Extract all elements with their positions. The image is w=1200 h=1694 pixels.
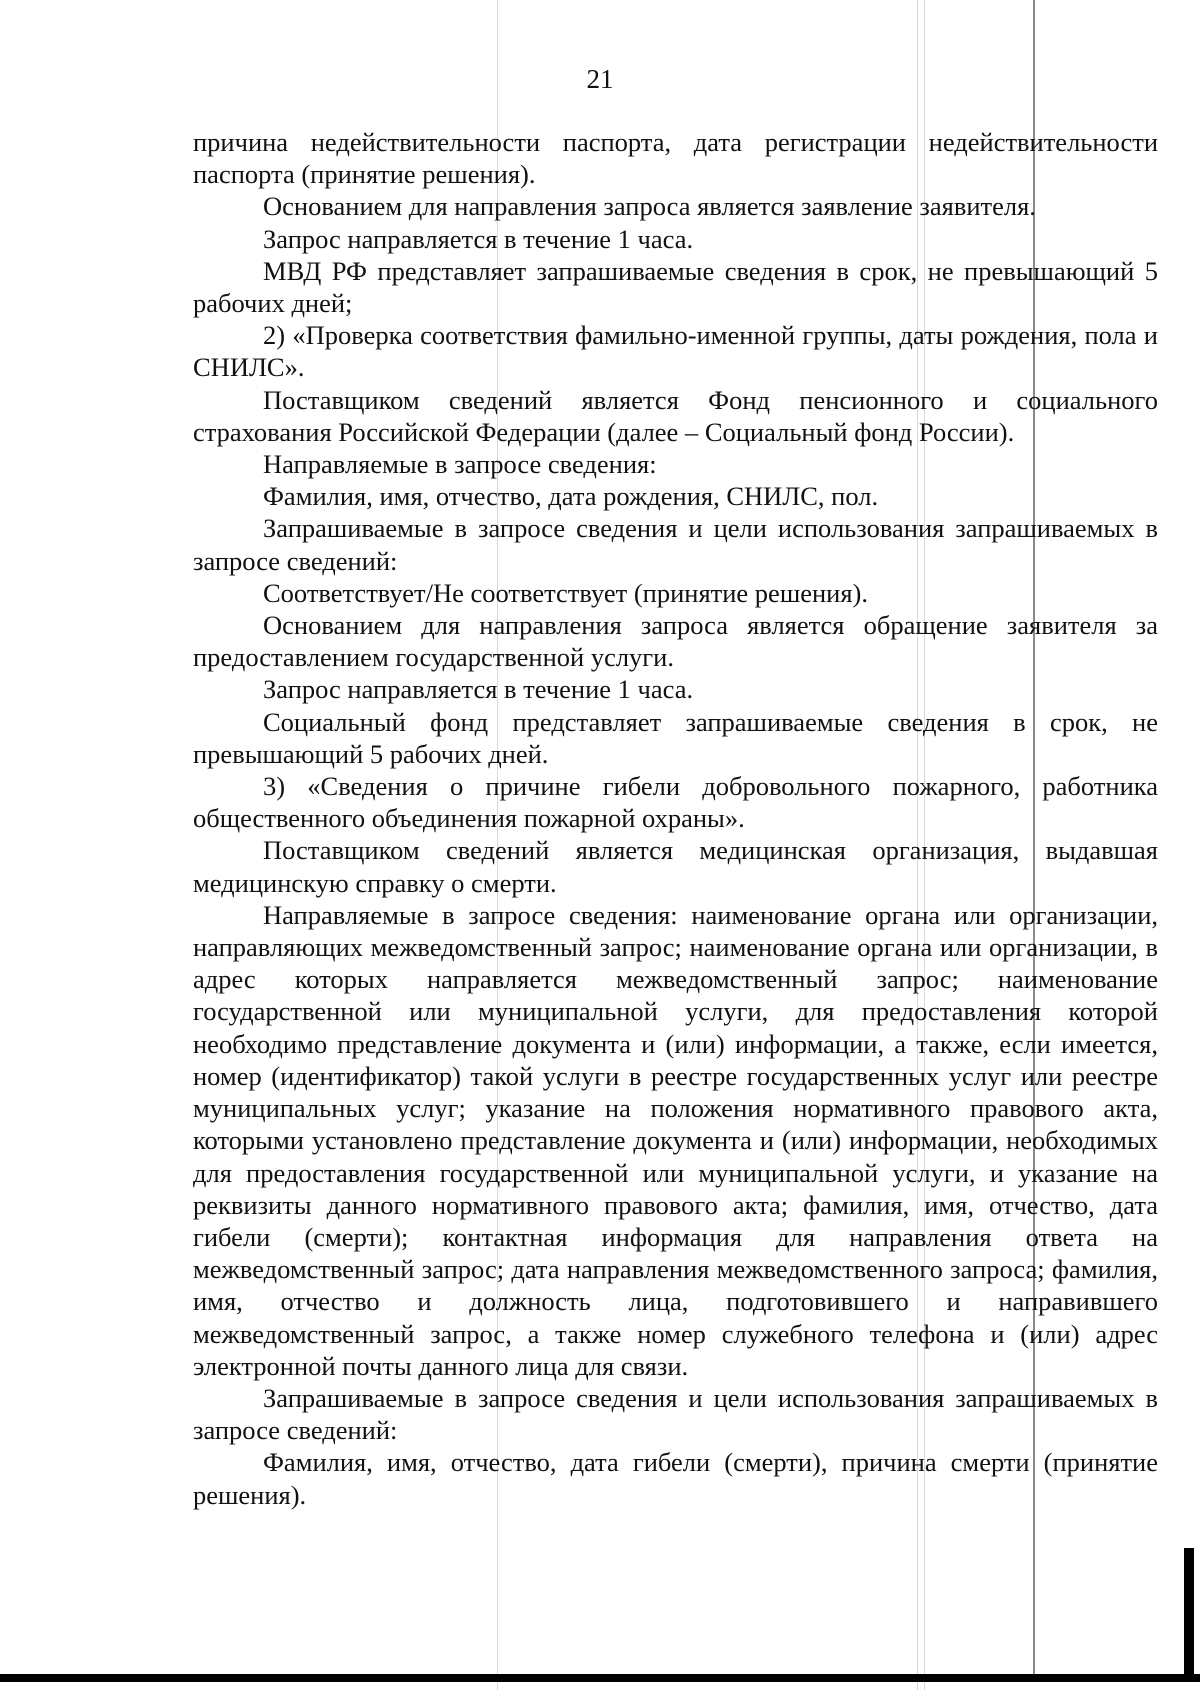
paragraph: Основанием для направления запроса является обращение заявителя за предоставлением государственной услуги. — [193, 610, 1158, 673]
paragraph: Основанием для направления запроса является заявление заявителя. — [263, 191, 1036, 222]
paragraph: Поставщиком сведений является медицинская организация, выдавшая медицинскую справку о смерти. — [193, 835, 1158, 898]
paragraph: Запрашиваемые в запросе сведения и цели использования запрашиваемых в запросе сведений: — [193, 513, 1158, 576]
paragraph: Фамилия, имя, отчество, дата рождения, СНИЛС, пол. — [263, 481, 879, 512]
paragraph: 3) «Сведения о причине гибели добровольного пожарного, работника общественного объединения пожарной охраны». — [193, 771, 1158, 834]
paragraph: Запрашиваемые в запросе сведения и цели использования запрашиваемых в запросе сведений: — [193, 1382, 1158, 1446]
paragraph: Соответствует/Не соответствует (принятие решения). — [263, 577, 868, 608]
paragraph: Поставщиком сведений является Фонд пенсионного и социального страхования Российской Федерации (далее – Социальный фонд России). — [193, 384, 1158, 447]
paragraph: причина недействительности паспорта, дата регистрации недействительности паспорта (принятие решения). — [193, 127, 1158, 190]
scan-edge-right — [1184, 1548, 1194, 1682]
paragraph: Фамилия, имя, отчество, дата гибели (смерти), причина смерти (принятие решения). — [193, 1447, 1158, 1510]
paragraph: МВД РФ представляет запрашиваемые сведения в срок, не превышающий 5 рабочих дней; — [193, 255, 1158, 319]
paragraph: Социальный фонд представляет запрашиваемые сведения в срок, не превышающий 5 рабочих дней. — [193, 706, 1158, 769]
paragraph: Запрос направляется в течение 1 часа. — [263, 674, 694, 705]
scan-edge-bottom — [0, 1674, 1200, 1682]
paragraph: 2) «Проверка соответствия фамильно-именной группы, даты рождения, пола и СНИЛС». — [193, 320, 1158, 383]
paragraph: Направляемые в запросе сведения: — [263, 449, 657, 480]
document-body — [193, 126, 1158, 1511]
page-number: 21 — [586, 64, 614, 94]
paragraph: Запрос направляется в течение 1 часа. — [263, 223, 694, 254]
paragraph: Направляемые в запросе сведения: наименование органа или организации, направляющих межведомственный запрос; наименование органа или организации, в адрес которых направляется межведомственный запрос; наименование государственной или муниципальной услуги, для предоставления которой необходимо представление документа и (или) информации, а также, если имеется, номер (идентификатор) такой услуги в реестре государственных услуг или реестре муниципальных услуг; указание на положения нормативного правового акта, которыми установлено представление документа и (или) информации, необходимых для предоставления государственной или муниципальной услуги, и указание на реквизиты данного нормативного правового акта; фамилия, имя, отчество, дата гибели (смерти); контактная информация для направления ответа на межведомственный запрос; дата направления межведомственного запроса; фамилия, имя, отчество и должность лица, подготовившего и направившего межведомственный запрос, а также номер служебного телефона и (или) адрес электронной почты данного лица для связи. — [193, 899, 1158, 1381]
